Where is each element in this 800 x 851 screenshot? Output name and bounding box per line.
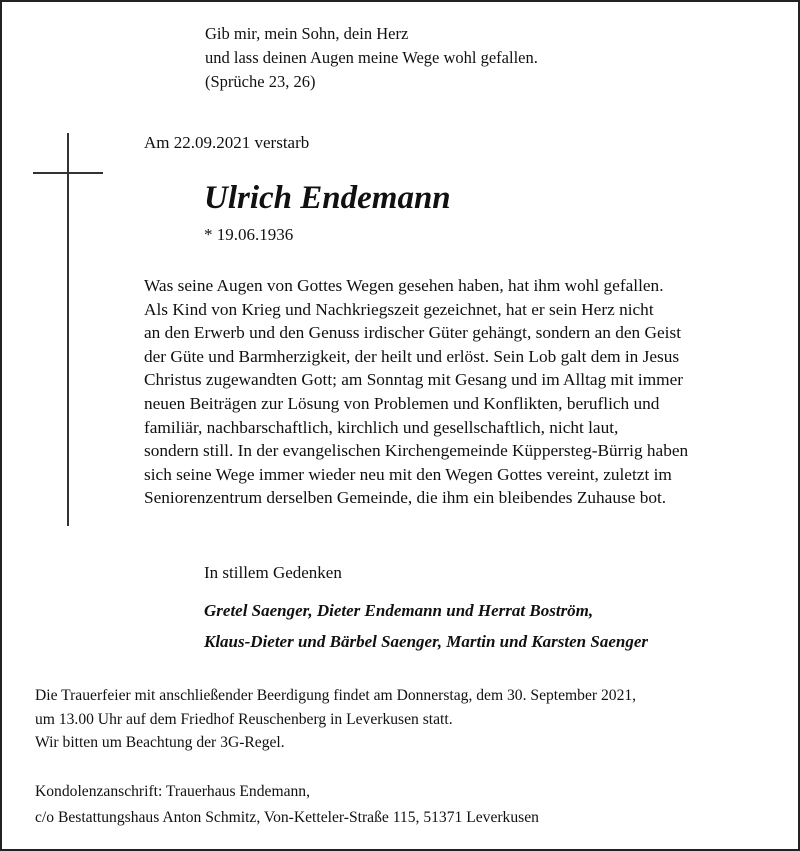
tribute-line: an den Erwerb und den Genuss irdischer Güter gehängt, sondern an den Geist xyxy=(144,323,682,343)
funeral-line: Wir bitten um Beachtung der 3G-Regel. xyxy=(35,734,285,751)
verse-line: und lass deinen Augen meine Wege wohl gefallen. xyxy=(205,48,538,67)
tribute-line: Christus zugewandten Gott; am Sonntag mit Gesang und im Alltag mit immer xyxy=(144,370,684,390)
condolence-line: Kondolenzanschrift: Trauerhaus Endemann, xyxy=(35,783,310,800)
tribute-text xyxy=(144,274,688,510)
tribute-line: der Güte und Barmherzigkeit, der heilt und erlöst. Sein Lob galt dem in Jesus xyxy=(144,346,680,366)
mourners-line: Gretel Saenger, Dieter Endemann und Herrat Boström, xyxy=(204,601,594,620)
verse-line: Gib mir, mein Sohn, dein Herz xyxy=(205,24,409,43)
mourners-line: Klaus-Dieter und Bärbel Saenger, Martin und Karsten Saenger xyxy=(204,632,648,651)
tribute-line: sich seine Wege immer wieder neu mit den Wegen Gottes vereint, zuletzt im xyxy=(144,464,672,484)
tribute-line: Seniorenzentrum derselben Gemeinde, die ihm ein bleibendes Zuhause bot. xyxy=(144,488,667,508)
funeral-line: um 13.00 Uhr auf dem Friedhof Reuschenberg in Leverkusen statt. xyxy=(35,710,453,728)
tribute-line: Was seine Augen von Gottes Wegen gesehen haben, hat ihm wohl gefallen. xyxy=(144,276,664,295)
tribute-line: Als Kind von Krieg und Nachkriegszeit gezeichnet, hat er sein Herz nicht xyxy=(144,299,654,319)
tribute-line: familiär, nachbarschaftlich, kirchlich und gesellschaftlich, nicht laut, xyxy=(144,417,619,437)
cross-icon xyxy=(67,133,69,526)
birth-date: * 19.06.1936 xyxy=(204,225,294,244)
funeral-line: Die Trauerfeier mit anschließender Beerdigung findet am Donnerstag, dem 30. September 2021, xyxy=(35,687,637,704)
condolence-line: c/o Bestattungshaus Anton Schmitz, Von-Ketteler-Straße 115, 51371 Leverkusen xyxy=(35,808,539,826)
verse-reference: (Sprüche 23, 26) xyxy=(205,72,316,91)
funeral-info xyxy=(35,684,636,755)
mourners-list xyxy=(204,595,648,657)
cross-icon-crossbar xyxy=(33,172,103,174)
memory-label: In stillem Gedenken xyxy=(204,563,342,582)
tribute-line: neuen Beiträgen zur Lösung von Problemen und Konflikten, beruflich und xyxy=(144,393,660,413)
deceased-name: Ulrich Endemann xyxy=(204,180,451,216)
death-date: Am 22.09.2021 verstarb xyxy=(144,133,310,152)
tribute-line: sondern still. In der evangelischen Kirchengemeinde Küppersteg-Bürrig haben xyxy=(144,441,689,461)
bible-verse xyxy=(205,22,538,94)
condolence-address xyxy=(35,779,539,830)
